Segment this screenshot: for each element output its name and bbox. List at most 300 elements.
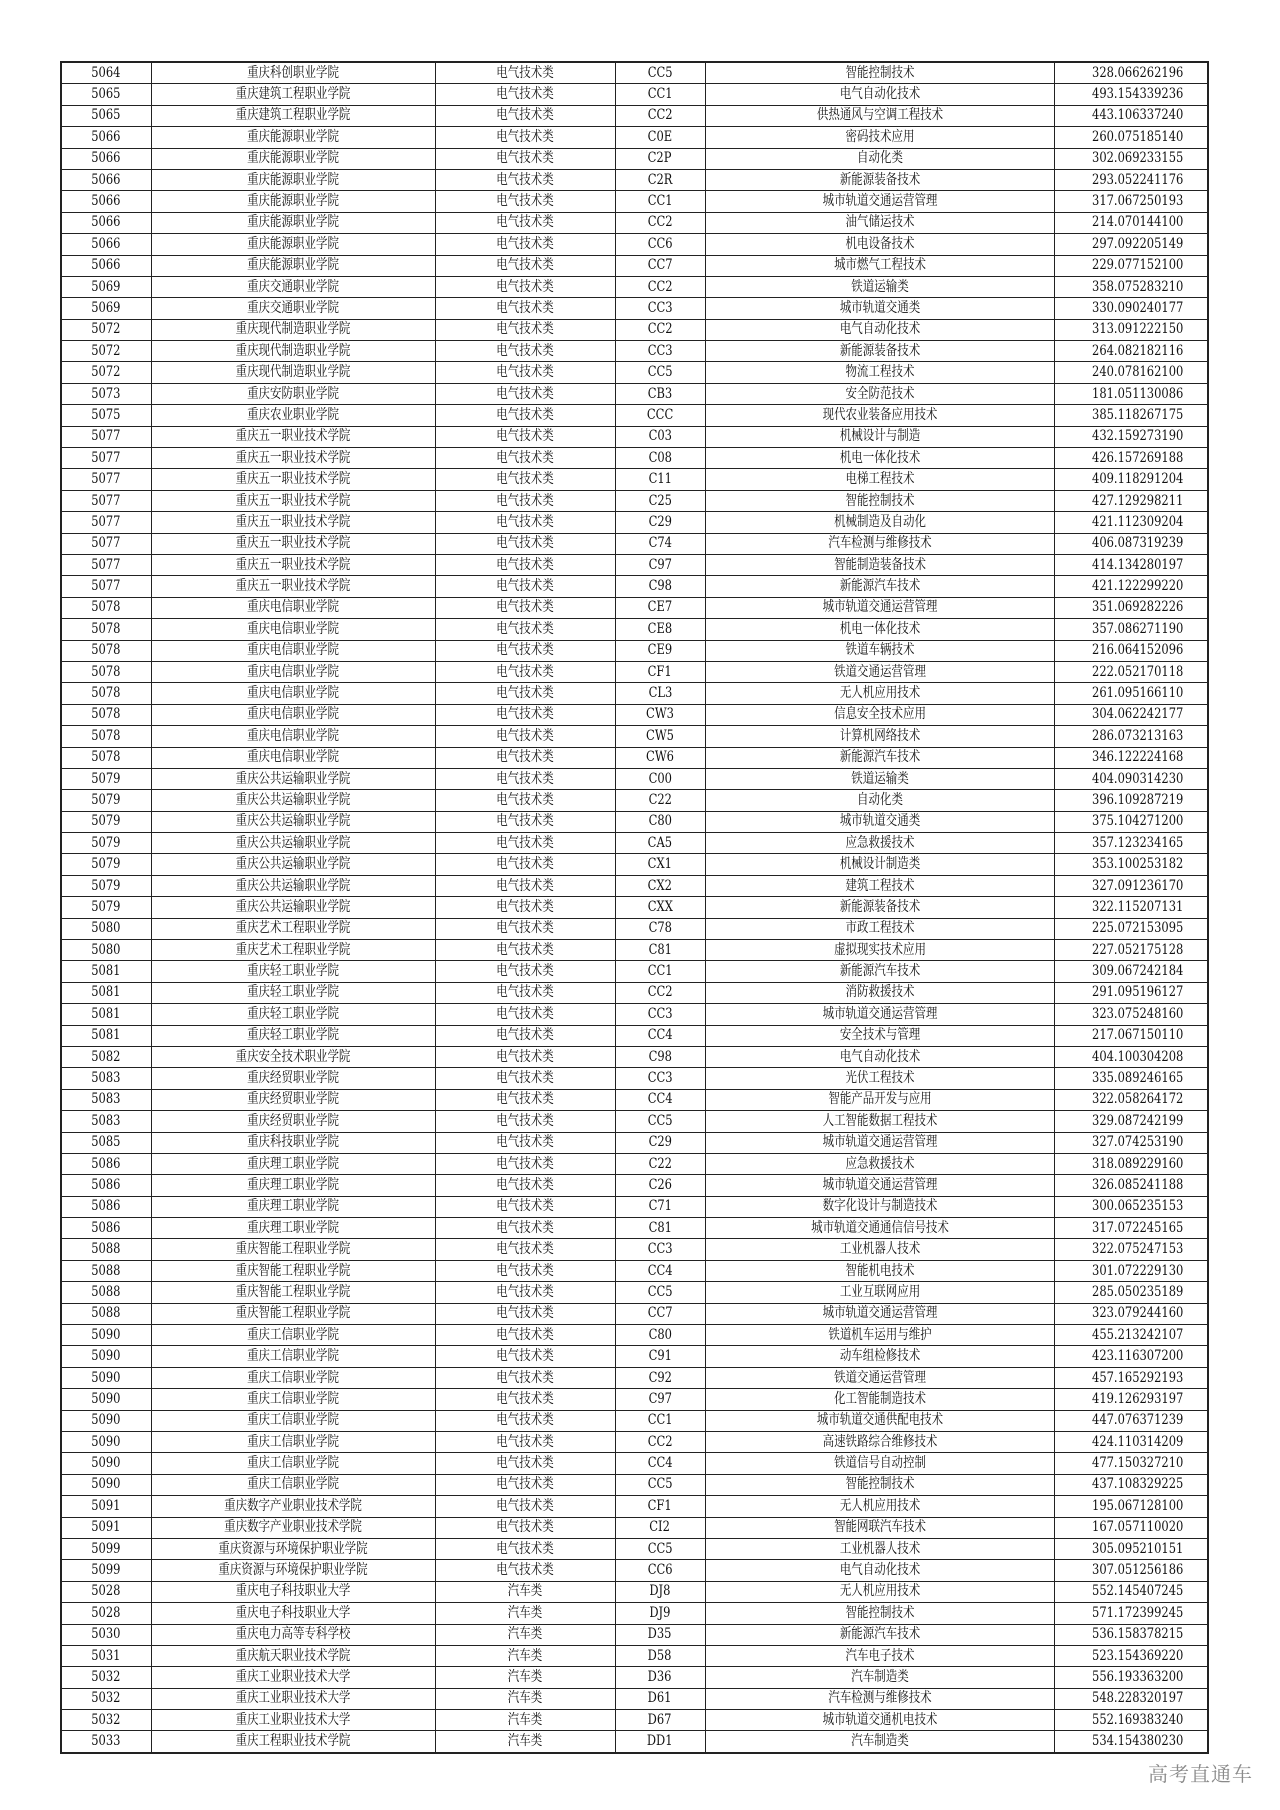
major-name-cell: [705, 1175, 1054, 1196]
major-name-cell: [705, 84, 1054, 105]
score-cell: [1054, 661, 1208, 682]
school-code-cell: [61, 1667, 151, 1688]
score-cell: [1054, 448, 1208, 469]
school-name-cell: [151, 1389, 435, 1410]
major-name-text: 城市轨道交通类: [839, 813, 920, 830]
major-code-cell: [615, 1645, 705, 1666]
score-text: 455.213242107: [1091, 1326, 1183, 1343]
school-name-text: 重庆艺术工程职业学院: [235, 920, 351, 937]
school-name-text: 重庆现代制造职业学院: [235, 321, 351, 338]
major-code-text: C81: [648, 1219, 672, 1236]
major-name-cell: [705, 1710, 1054, 1731]
score-cell: [1054, 1410, 1208, 1431]
school-name-cell: [151, 790, 435, 811]
major-code-cell: [615, 1474, 705, 1495]
school-code-cell: [61, 597, 151, 618]
table-row: [61, 426, 1208, 447]
school-name-text: 重庆五一职业技术学院: [235, 513, 351, 530]
category-cell: [435, 1538, 615, 1559]
school-name-cell: [151, 1196, 435, 1217]
school-name-text: 重庆能源职业学院: [247, 193, 339, 210]
category-text: 电气技术类: [496, 920, 554, 937]
school-code-text: 5069: [91, 299, 121, 316]
table-row: [61, 1325, 1208, 1346]
school-code-text: 5086: [91, 1155, 121, 1172]
score-cell: [1054, 512, 1208, 533]
school-name-text: 重庆能源职业学院: [247, 128, 339, 145]
major-code-cell: [615, 554, 705, 575]
school-name-cell: [151, 811, 435, 832]
school-name-text: 重庆电信职业学院: [247, 749, 339, 766]
school-code-text: 5075: [91, 406, 121, 423]
school-code-cell: [61, 1645, 151, 1666]
major-code-cell: [615, 148, 705, 169]
school-code-text: 5090: [91, 1348, 121, 1365]
major-code-cell: [615, 383, 705, 404]
score-cell: [1054, 1581, 1208, 1602]
major-name-text: 机械设计与制造: [839, 428, 920, 445]
major-name-cell: [705, 212, 1054, 233]
school-name-text: 重庆工业职业技术大学: [235, 1711, 351, 1728]
major-name-cell: [705, 726, 1054, 747]
category-text: 电气技术类: [496, 1476, 554, 1493]
major-code-cell: [615, 811, 705, 832]
major-name-cell: [705, 1517, 1054, 1538]
school-code-text: 5077: [91, 449, 121, 466]
major-code-cell: [615, 405, 705, 426]
category-cell: [435, 897, 615, 918]
school-name-text: 重庆五一职业技术学院: [235, 556, 351, 573]
major-code-cell: [615, 234, 705, 255]
category-cell: [435, 1389, 615, 1410]
table-row: [61, 683, 1208, 704]
score-cell: [1054, 1432, 1208, 1453]
category-cell: [435, 533, 615, 554]
table-row: [61, 234, 1208, 255]
major-code-text: C03: [648, 428, 672, 445]
school-code-text: 5078: [91, 642, 121, 659]
category-text: 电气技术类: [496, 492, 554, 509]
school-code-text: 5077: [91, 428, 121, 445]
score-text: 432.159273190: [1091, 428, 1183, 445]
category-cell: [435, 554, 615, 575]
table-row: [61, 1517, 1208, 1538]
table-row: [61, 148, 1208, 169]
table-row: [61, 833, 1208, 854]
score-cell: [1054, 1688, 1208, 1709]
major-name-cell: [705, 1004, 1054, 1025]
school-code-text: 5079: [91, 791, 121, 808]
major-code-cell: [615, 1731, 705, 1753]
score-text: 322.075247153: [1091, 1241, 1183, 1258]
score-text: 447.076371239: [1091, 1412, 1183, 1429]
school-code-cell: [61, 469, 151, 490]
category-text: 电气技术类: [496, 770, 554, 787]
school-code-cell: [61, 1111, 151, 1132]
major-name-cell: [705, 383, 1054, 404]
table-row: [61, 619, 1208, 640]
major-name-text: 电梯工程技术: [845, 471, 914, 488]
score-text: 419.126293197: [1091, 1390, 1183, 1407]
school-name-cell: [151, 1089, 435, 1110]
major-code-text: CC3: [647, 1241, 673, 1258]
major-code-text: CC3: [647, 1005, 673, 1022]
category-cell: [435, 1624, 615, 1645]
school-name-cell: [151, 1004, 435, 1025]
major-name-cell: [705, 875, 1054, 896]
school-name-cell: [151, 1260, 435, 1281]
major-code-text: C25: [648, 492, 672, 509]
major-code-text: CC5: [647, 1540, 673, 1557]
table-row: [61, 961, 1208, 982]
school-name-cell: [151, 362, 435, 383]
school-name-cell: [151, 405, 435, 426]
school-code-cell: [61, 683, 151, 704]
score-text: 327.074253190: [1091, 1134, 1183, 1151]
major-code-text: C97: [648, 556, 672, 573]
score-cell: [1054, 84, 1208, 105]
category-text: 电气技术类: [496, 299, 554, 316]
major-name-text: 汽车制造类: [850, 1733, 909, 1750]
score-text: 318.089229160: [1091, 1155, 1183, 1172]
score-cell: [1054, 1667, 1208, 1688]
school-code-text: 5080: [91, 941, 121, 958]
major-name-cell: [705, 1303, 1054, 1324]
school-code-cell: [61, 533, 151, 554]
table-row: [61, 1667, 1208, 1688]
major-code-text: CE8: [647, 620, 673, 637]
category-cell: [435, 1218, 615, 1239]
school-code-text: 5081: [91, 984, 121, 1001]
school-code-cell: [61, 1710, 151, 1731]
table-row: [61, 982, 1208, 1003]
score-cell: [1054, 1260, 1208, 1281]
score-text: 493.154339236: [1091, 86, 1183, 103]
category-text: 汽车类: [507, 1690, 543, 1707]
category-text: 电气技术类: [496, 128, 554, 145]
major-code-cell: [615, 940, 705, 961]
major-code-cell: [615, 704, 705, 725]
major-code-text: CF1: [647, 663, 673, 680]
major-name-text: 汽车电子技术: [845, 1647, 914, 1664]
major-name-text: 工业机器人技术: [839, 1241, 920, 1258]
major-code-cell: [615, 833, 705, 854]
major-code-text: CX2: [647, 877, 673, 894]
table-row: [61, 940, 1208, 961]
category-text: 电气技术类: [496, 428, 554, 445]
school-name-cell: [151, 169, 435, 190]
major-name-text: 汽车制造类: [850, 1668, 909, 1685]
school-name-text: 重庆电信职业学院: [247, 642, 339, 659]
school-name-cell: [151, 940, 435, 961]
school-name-text: 重庆轻工职业学院: [247, 963, 339, 980]
table-row: [61, 255, 1208, 276]
school-code-cell: [61, 1325, 151, 1346]
major-code-cell: [615, 1132, 705, 1153]
school-code-text: 5032: [91, 1668, 121, 1685]
score-cell: [1054, 833, 1208, 854]
major-name-cell: [705, 704, 1054, 725]
major-name-text: 计算机网络技术: [839, 727, 920, 744]
major-code-cell: [615, 1517, 705, 1538]
school-name-cell: [151, 897, 435, 918]
school-code-cell: [61, 1303, 151, 1324]
major-code-cell: [615, 1025, 705, 1046]
score-text: 357.123234165: [1091, 834, 1183, 851]
table-row: [61, 1432, 1208, 1453]
table-row: [61, 875, 1208, 896]
school-name-text: 重庆能源职业学院: [247, 235, 339, 252]
school-code-text: 5078: [91, 727, 121, 744]
major-code-text: CC2: [647, 278, 673, 295]
school-code-text: 5072: [91, 364, 121, 381]
major-name-text: 城市轨道交通运营管理: [822, 1177, 937, 1193]
major-name-cell: [705, 1282, 1054, 1303]
category-text: 汽车类: [507, 1626, 543, 1643]
category-cell: [435, 148, 615, 169]
category-cell: [435, 1175, 615, 1196]
school-code-cell: [61, 1367, 151, 1388]
score-text: 222.052170118: [1091, 663, 1183, 680]
major-code-cell: [615, 1603, 705, 1624]
school-name-text: 重庆五一职业技术学院: [235, 492, 351, 509]
category-text: 电气技术类: [496, 1433, 554, 1450]
category-text: 电气技术类: [496, 342, 554, 359]
score-cell: [1054, 255, 1208, 276]
score-text: 457.165292193: [1091, 1369, 1183, 1386]
major-name-cell: [705, 854, 1054, 875]
table-row: [61, 490, 1208, 511]
school-code-text: 5077: [91, 578, 121, 595]
school-code-text: 5078: [91, 620, 121, 637]
major-code-cell: [615, 1089, 705, 1110]
school-code-text: 5066: [91, 235, 121, 252]
school-code-text: 5077: [91, 556, 121, 573]
category-cell: [435, 469, 615, 490]
school-name-text: 重庆能源职业学院: [247, 257, 339, 274]
school-code-cell: [61, 276, 151, 297]
school-name-cell: [151, 84, 435, 105]
school-code-cell: [61, 512, 151, 533]
category-text: 电气技术类: [496, 150, 554, 167]
score-text: 556.193363200: [1091, 1668, 1183, 1685]
category-cell: [435, 1346, 615, 1367]
school-name-cell: [151, 1153, 435, 1174]
category-cell: [435, 597, 615, 618]
score-cell: [1054, 768, 1208, 789]
school-code-cell: [61, 619, 151, 640]
school-code-text: 5081: [91, 963, 121, 980]
category-text: 电气技术类: [496, 1262, 554, 1279]
school-code-cell: [61, 148, 151, 169]
major-code-cell: [615, 918, 705, 939]
school-code-text: 5090: [91, 1476, 121, 1493]
score-cell: [1054, 726, 1208, 747]
major-name-text: 铁道车辆技术: [845, 642, 914, 659]
major-code-text: CC5: [647, 1283, 673, 1300]
table-row: [61, 726, 1208, 747]
category-text: 电气技术类: [496, 963, 554, 980]
score-text: 424.110314209: [1091, 1433, 1183, 1450]
major-code-text: DD1: [647, 1733, 673, 1750]
school-name-text: 重庆资源与环境保护职业学院: [218, 1540, 368, 1557]
table-row: [61, 1068, 1208, 1089]
table-row: [61, 1367, 1208, 1388]
score-cell: [1054, 897, 1208, 918]
major-code-text: CC6: [647, 235, 673, 252]
school-name-cell: [151, 1432, 435, 1453]
score-text: 328.066262196: [1091, 64, 1183, 81]
major-name-cell: [705, 1389, 1054, 1410]
school-code-cell: [61, 1282, 151, 1303]
major-name-text: 信息安全技术应用: [833, 706, 926, 723]
score-text: 327.091236170: [1091, 877, 1183, 894]
table-row: [61, 1688, 1208, 1709]
school-code-cell: [61, 1432, 151, 1453]
category-text: 电气技术类: [496, 1241, 554, 1258]
school-code-cell: [61, 105, 151, 126]
major-name-text: 新能源汽车技术: [839, 1626, 920, 1643]
major-name-text: 机械制造及自动化: [833, 513, 926, 530]
major-code-text: CX1: [647, 856, 673, 873]
category-cell: [435, 1496, 615, 1517]
major-code-text: CC2: [647, 984, 673, 1001]
category-text: 电气技术类: [496, 1562, 554, 1579]
school-code-cell: [61, 1410, 151, 1431]
school-code-text: 5086: [91, 1177, 121, 1193]
score-text: 330.090240177: [1091, 299, 1183, 316]
category-text: 电气技术类: [496, 1177, 554, 1193]
table-row: [61, 1239, 1208, 1260]
school-name-cell: [151, 383, 435, 404]
major-code-cell: [615, 1560, 705, 1581]
school-code-text: 5090: [91, 1412, 121, 1429]
score-text: 427.129298211: [1091, 492, 1183, 509]
category-cell: [435, 362, 615, 383]
table-row: [61, 1153, 1208, 1174]
major-code-cell: [615, 62, 705, 84]
major-name-text: 数字化设计与制造技术: [822, 1198, 937, 1215]
score-cell: [1054, 191, 1208, 212]
school-name-text: 重庆安全技术职业学院: [235, 1048, 351, 1065]
major-name-text: 智能控制技术: [845, 1476, 914, 1493]
school-name-text: 重庆五一职业技术学院: [235, 535, 351, 552]
school-code-text: 5090: [91, 1390, 121, 1407]
school-code-cell: [61, 405, 151, 426]
category-cell: [435, 276, 615, 297]
school-name-cell: [151, 426, 435, 447]
category-text: 汽车类: [507, 1733, 543, 1750]
major-code-cell: [615, 1624, 705, 1645]
table-row: [61, 319, 1208, 340]
table-row: [61, 62, 1208, 84]
school-code-cell: [61, 854, 151, 875]
category-cell: [435, 768, 615, 789]
category-cell: [435, 961, 615, 982]
school-name-cell: [151, 854, 435, 875]
school-code-cell: [61, 169, 151, 190]
table-row: [61, 191, 1208, 212]
category-text: 电气技术类: [496, 513, 554, 530]
major-code-cell: [615, 576, 705, 597]
school-name-text: 重庆工业职业技术大学: [235, 1668, 351, 1685]
school-code-cell: [61, 747, 151, 768]
school-name-cell: [151, 1046, 435, 1067]
school-code-cell: [61, 1239, 151, 1260]
school-name-text: 重庆电信职业学院: [247, 685, 339, 702]
major-code-text: CB3: [647, 385, 673, 402]
major-name-text: 智能控制技术: [845, 1604, 914, 1621]
category-cell: [435, 619, 615, 640]
school-code-cell: [61, 1731, 151, 1753]
score-cell: [1054, 1153, 1208, 1174]
score-text: 195.067128100: [1091, 1497, 1183, 1514]
category-text: 电气技术类: [496, 706, 554, 723]
score-text: 261.095166110: [1091, 685, 1183, 702]
score-cell: [1054, 640, 1208, 661]
school-code-text: 5028: [91, 1583, 121, 1600]
major-code-cell: [615, 1175, 705, 1196]
school-name-cell: [151, 1453, 435, 1474]
major-name-cell: [705, 62, 1054, 84]
score-text: 217.067150110: [1091, 1027, 1183, 1044]
major-code-cell: [615, 533, 705, 554]
category-text: 电气技术类: [496, 599, 554, 616]
major-name-text: 新能源汽车技术: [839, 578, 920, 595]
category-cell: [435, 1560, 615, 1581]
major-name-cell: [705, 1025, 1054, 1046]
score-text: 404.090314230: [1091, 770, 1183, 787]
school-name-cell: [151, 1111, 435, 1132]
watermark-text: 高考直通车: [1148, 1762, 1253, 1786]
major-name-text: 人工智能数据工程技术: [822, 1112, 937, 1129]
school-code-cell: [61, 1153, 151, 1174]
school-code-text: 5086: [91, 1198, 121, 1215]
major-code-cell: [615, 1196, 705, 1217]
major-name-text: 城市轨道交通机电技术: [822, 1711, 937, 1728]
score-text: 426.157269188: [1091, 449, 1183, 466]
major-code-text: D67: [648, 1711, 672, 1728]
major-code-text: C22: [648, 1155, 672, 1172]
major-code-cell: [615, 1282, 705, 1303]
school-code-text: 5088: [91, 1262, 121, 1279]
major-name-text: 工业互联网应用: [839, 1283, 920, 1300]
major-name-cell: [705, 1560, 1054, 1581]
school-code-cell: [61, 1496, 151, 1517]
major-code-cell: [615, 1004, 705, 1025]
major-code-text: CC7: [647, 257, 673, 274]
school-name-text: 重庆五一职业技术学院: [235, 449, 351, 466]
major-code-cell: [615, 212, 705, 233]
school-code-text: 5080: [91, 920, 121, 937]
category-text: 电气技术类: [496, 834, 554, 851]
score-text: 335.089246165: [1091, 1070, 1183, 1087]
table-row: [61, 1410, 1208, 1431]
school-name-text: 重庆工信职业学院: [247, 1455, 339, 1472]
major-code-cell: [615, 897, 705, 918]
school-name-cell: [151, 704, 435, 725]
major-name-text: 无人机应用技术: [839, 685, 920, 702]
score-cell: [1054, 127, 1208, 148]
school-code-cell: [61, 1453, 151, 1474]
major-name-text: 安全防范技术: [845, 385, 914, 402]
category-cell: [435, 1025, 615, 1046]
school-name-cell: [151, 661, 435, 682]
score-text: 309.067242184: [1091, 963, 1183, 980]
major-name-cell: [705, 533, 1054, 554]
major-name-cell: [705, 169, 1054, 190]
table-row: [61, 212, 1208, 233]
